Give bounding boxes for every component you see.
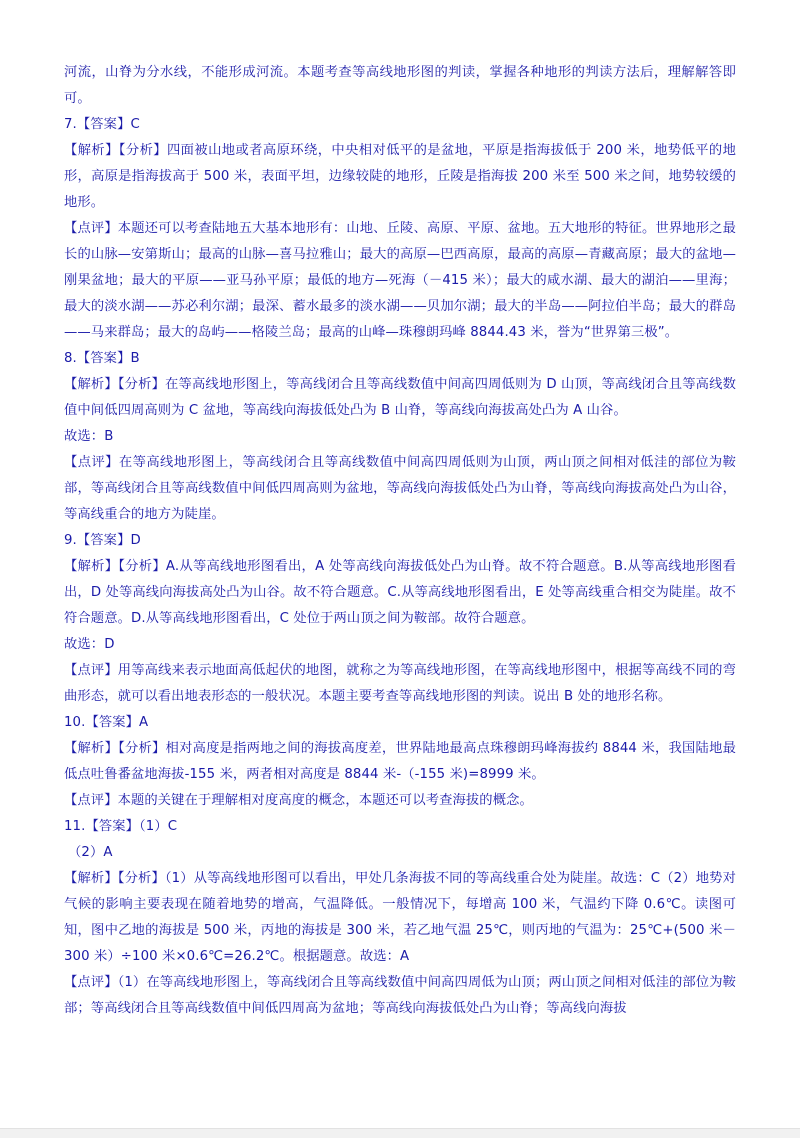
comment-9: 【点评】用等高线来表示地面高低起伏的地图，就称之为等高线地形图，在等高线地形图中，根据等高线不同的弯曲形态，就可以看出地表形态的一般状况。本题主要考查等高线地形图的判读。说出 B 处的地形名称。: [64, 663, 736, 704]
analysis-7: 【解析】【分析】四面被山地或者高原环绕，中央相对低平的是盆地，平原是指海拔低于 200 米，地势低平的地形，高原是指海拔高于 500 米，表面平坦，边缘较陡的地形，丘陵是指海拔 200 米至 500 米之间，地势较缓的地形。: [64, 143, 736, 210]
comment-11: 【点评】（1）在等高线地形图上，等高线闭合且等高线数值中间高四周低为山顶；两山顶之间相对低洼的部位为鞍部；等高线闭合且等高线数值中间低四周高为盆地；等高线向海拔低处凸为山脊；等高线向海拔: [64, 975, 736, 1016]
analysis-8: 【解析】【分析】在等高线地形图上，等高线闭合且等高线数值中间高四周低则为 D 山顶，等高线闭合且等高线数值中间低四周高则为 C 盆地，等高线向海拔低处凸为 B 山脊，等高线向海拔高处凸为 A 山谷。: [64, 377, 736, 418]
comment-8: 【点评】在等高线地形图上，等高线闭合且等高线数值中间高四周低则为山顶，两山顶之间相对低洼的部位为鞍部，等高线闭合且等高线数值中间低四周高则为盆地，等高线向海拔低处凸为山脊，等高线向海拔高处凸为山谷，等高线重合的地方为陡崖。: [64, 455, 736, 522]
comment-10: 【点评】本题的关键在于理解相对度高度的概念，本题还可以考查海拔的概念。: [64, 793, 533, 808]
answer-7: 7.【答案】C: [64, 117, 140, 132]
paragraph-continuation: 河流，山脊为分水线，不能形成河流。本题考查等高线地形图的判读，掌握各种地形的判读方法后，理解解答即可。: [64, 65, 736, 106]
analysis-11: 【解析】【分析】（1）从等高线地形图可以看出，甲处几条海拔不同的等高线重合处为陡崖。故选：C（2）地势对气候的影响主要表现在随着地势的增高，气温降低。一般情况下，每增高 100 米，气温约下降 0.6℃。读图可知，图中乙地的海拔是 500 米，丙地的海拔是 300 米，若乙地气温 25℃，则丙地的气温为：25℃+(500 米－300 米）÷100 米×0.6℃=26.2℃。根据题意。故选：A: [64, 871, 736, 964]
comment-7: 【点评】本题还可以考查陆地五大基本地形有：山地、丘陵、高原、平原、盆地。五大地形的特征。世界地形之最长的山脉—安第斯山；最高的山脉—喜马拉雅山；最大的高原—巴西高原，最高的高原—青藏高原；最大的盆地—刚果盆地；最大的平原——亚马孙平原；最低的地方—死海（－415 米）；最大的咸水湖、最大的湖泊——里海；最大的淡水湖——苏必利尔湖；最深、蓄水最多的淡水湖——贝加尔湖；最大的半岛——阿拉伯半岛；最大的群岛——马来群岛；最大的岛屿——格陵兰岛；最高的山峰—珠穆朗玛峰 8844.43 米，誉为“世界第三极”。: [64, 221, 736, 340]
choice-8: 故选：B: [64, 429, 114, 444]
answer-8: 8.【答案】B: [64, 351, 140, 366]
answer-11-part-1: 11.【答案】（1）C: [64, 819, 178, 834]
analysis-10: 【解析】【分析】相对高度是指两地之间的海拔高度差，世界陆地最高点珠穆朗玛峰海拔约 8844 米，我国陆地最低点吐鲁番盆地海拔-155 米，两者相对高度是 8844 米-（-155 米)=8999 米。: [64, 741, 736, 782]
answer-9: 9.【答案】D: [64, 533, 141, 548]
answer-explanation-text: [64, 60, 736, 1022]
analysis-9: 【解析】【分析】A.从等高线地形图看出，A 处等高线向海拔低处凸为山脊。故不符合题意。B.从等高线地形图看出，D 处等高线向海拔高处凸为山谷。故不符合题意。C.从等高线地形图看出，E 处等高线重合相交为陡崖。故不符合题意。D.从等高线地形图看出，C 处位于两山顶之间为鞍部。故符合题意。: [64, 559, 736, 626]
choice-9: 故选：D: [64, 637, 115, 652]
answer-11-part-2: （2）A: [68, 845, 113, 860]
answer-10: 10.【答案】A: [64, 715, 149, 730]
